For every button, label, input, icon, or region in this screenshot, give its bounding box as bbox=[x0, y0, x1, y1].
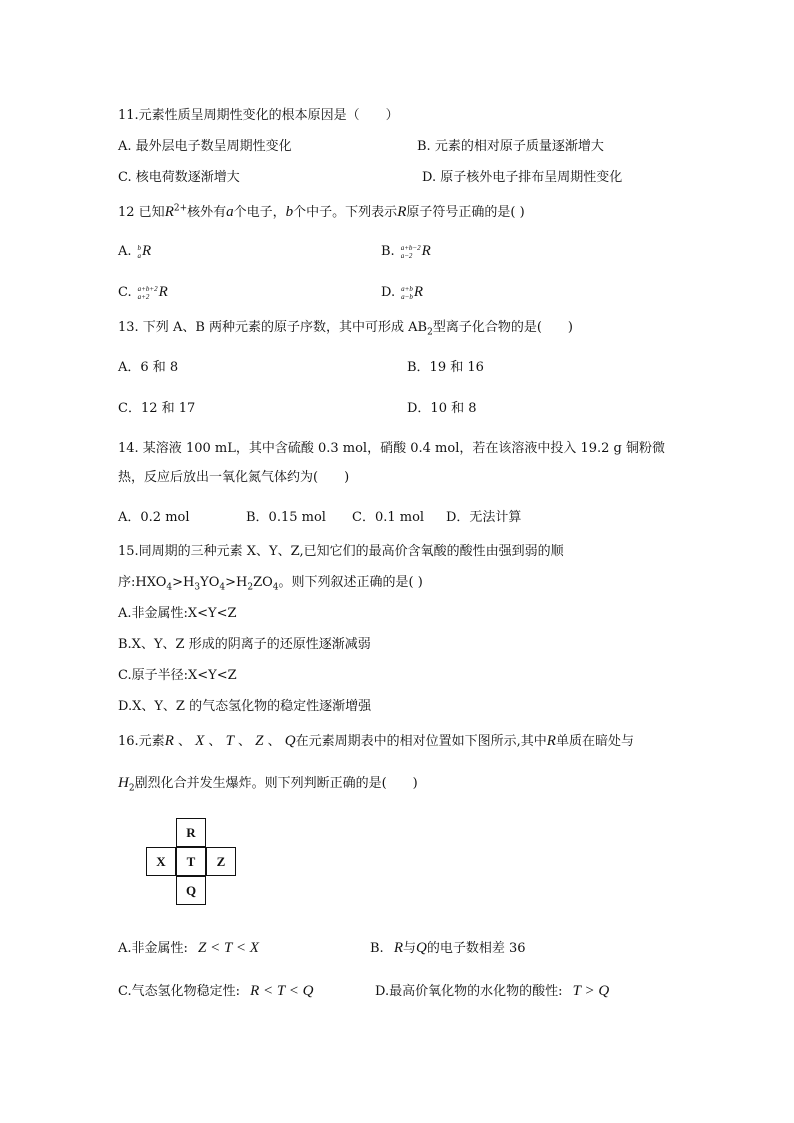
q16-option-d-expr: T > Q bbox=[572, 983, 610, 999]
mass-number: a+b+2 bbox=[137, 284, 158, 293]
q12-option-a bbox=[118, 243, 151, 260]
element-symbol: R bbox=[413, 284, 423, 300]
q16-option-a bbox=[118, 937, 259, 957]
q14-stem-line2: 热，反应后放出一氧化氮气体约为( ) bbox=[118, 470, 350, 485]
mass-number: a+b−2 bbox=[400, 243, 421, 252]
q11-option-a: A. 最外层电子数呈周期性变化 bbox=[118, 139, 292, 154]
q16-option-d bbox=[375, 980, 609, 1000]
q16-text: 在元素周期表中的相对位置如下图所示,其中 bbox=[295, 734, 547, 749]
q12-option-b-label: B. bbox=[381, 244, 395, 259]
q16-stem-line2 bbox=[118, 772, 418, 794]
q12-option-c bbox=[118, 284, 168, 301]
q15-subscript: 4 bbox=[166, 582, 173, 593]
q13-option-c: C．12 和 17 bbox=[118, 401, 196, 416]
element-symbol: R bbox=[158, 284, 168, 300]
q16-option-c-label: C.气态氢化物稳定性: bbox=[118, 984, 240, 999]
var-z: Z bbox=[255, 733, 264, 749]
atomic-number: a bbox=[137, 251, 142, 260]
q12-text-2: 核外有 bbox=[187, 205, 227, 220]
q13-stem-text: 13. 下列 A、B 两种元素的原子序数，其中可形成 AB bbox=[118, 320, 428, 335]
q14-option-b: B．0.15 mol bbox=[246, 510, 326, 525]
q14-option-a: A．0.2 mol bbox=[118, 510, 190, 525]
mass-number: a+b bbox=[401, 284, 413, 293]
q16-option-b-label: B. bbox=[370, 941, 384, 956]
q15-stem-line2 bbox=[118, 571, 423, 593]
q14-option-c: C．0.1 mol bbox=[352, 510, 425, 525]
q13-subscript: 2 bbox=[427, 327, 433, 338]
q13-stem bbox=[118, 316, 573, 338]
q15-formula-part: ZO bbox=[253, 575, 273, 590]
q15-subscript: 4 bbox=[272, 582, 279, 593]
atomic-number: a−b bbox=[401, 292, 413, 301]
q15-formula-part: YO bbox=[200, 575, 220, 590]
q15-formula-part: 序:HXO bbox=[118, 575, 167, 590]
q16-option-a-expr: Z < T < X bbox=[198, 940, 259, 956]
q15-option-c: C.原子半径:X<Y<Z bbox=[118, 668, 237, 683]
q12-option-a-nuclide bbox=[138, 244, 142, 260]
q16-option-b-text: 的电子数相差 36 bbox=[426, 941, 526, 956]
q15-subscript: 3 bbox=[194, 582, 201, 593]
var-x: X bbox=[195, 733, 205, 749]
q11-option-d: D. 原子核外电子排布呈周期性变化 bbox=[422, 170, 623, 185]
q12-var-b: b bbox=[285, 204, 294, 220]
var-r: R bbox=[546, 733, 556, 749]
q16-option-b bbox=[370, 937, 526, 957]
q12-option-d-label: D. bbox=[381, 285, 396, 300]
q15-stem-tail: 。则下列叙述正确的是( ) bbox=[278, 575, 423, 590]
mass-number: b bbox=[137, 243, 142, 252]
q15-option-b: B.X、Y、Z 形成的阴离子的还原性逐渐减弱 bbox=[118, 637, 371, 652]
q15-stem-line1: 15.同周期的三种元素 X、Y、Z,已知它们的最高价含氧酸的酸性由强到弱的顺 bbox=[118, 544, 564, 559]
cell-top: R bbox=[176, 818, 206, 847]
q12-option-b-nuclide bbox=[401, 244, 421, 260]
q12-text-5: 原子符号正确的是( ) bbox=[406, 205, 525, 220]
hydrogen-symbol: H bbox=[118, 775, 129, 791]
q16-option-b-text: 与 bbox=[403, 941, 417, 956]
q15-formula-part: >H bbox=[225, 575, 248, 590]
q12-option-c-nuclide bbox=[138, 285, 158, 301]
q13-stem-tail: 型离子化合物的是( ) bbox=[432, 320, 573, 335]
q12-ion-symbol: R bbox=[164, 204, 174, 220]
q11-option-c: C. 核电荷数逐渐增大 bbox=[118, 170, 240, 185]
q11-option-b: B. 元素的相对原子质量逐渐增大 bbox=[417, 139, 604, 154]
var-q: Q bbox=[416, 940, 427, 956]
separator: 、 bbox=[263, 734, 285, 749]
q16-option-d-label: D.最高价氧化物的水化物的酸性: bbox=[375, 984, 563, 999]
var-q: Q bbox=[284, 733, 296, 749]
element-symbol: R bbox=[421, 243, 431, 259]
q16-option-c-expr: R < T < Q bbox=[250, 983, 314, 999]
q12-option-d bbox=[381, 284, 423, 301]
cell-center: T bbox=[176, 847, 206, 876]
element-symbol: R bbox=[142, 243, 152, 259]
cell-left: X bbox=[146, 847, 176, 876]
periodic-position-diagram bbox=[145, 818, 237, 908]
q12-text-4: 个中子。下列表示 bbox=[293, 205, 398, 220]
q16-option-a-label: A.非金属性: bbox=[118, 941, 188, 956]
q15-subscript: 4 bbox=[219, 582, 226, 593]
q16-text: 剧烈化合并发生爆炸。则下列判断正确的是( ) bbox=[134, 776, 418, 791]
q12-var-r: R bbox=[397, 204, 407, 220]
q13-option-d: D．10 和 8 bbox=[407, 401, 477, 416]
q13-option-a: A．6 和 8 bbox=[118, 360, 179, 375]
q12-option-c-label: C. bbox=[118, 285, 132, 300]
q12-option-b bbox=[381, 243, 431, 260]
q14-stem-line1: 14. 某溶液 100 mL，其中含硫酸 0.3 mol，硝酸 0.4 mol，若在该溶液中投入 19.2 g 铜粉微 bbox=[118, 441, 666, 456]
atomic-number: a+2 bbox=[137, 292, 150, 301]
q15-formula-part: >H bbox=[172, 575, 195, 590]
q16-text: 单质在暗处与 bbox=[555, 734, 634, 749]
q16-text: 16.元素 bbox=[118, 734, 165, 749]
cell-bottom: Q bbox=[176, 876, 206, 905]
atomic-number: a−2 bbox=[400, 251, 413, 260]
q12-text-1: 12 已知 bbox=[118, 205, 165, 220]
separator: 、 bbox=[173, 734, 196, 749]
q12-option-a-label: A. bbox=[118, 244, 132, 259]
q11-stem: 11.元素性质呈周期性变化的根本原因是（ ） bbox=[118, 108, 399, 123]
q12-text-3: 个电子， bbox=[233, 205, 286, 220]
q16-subscript: 2 bbox=[128, 783, 135, 794]
q12-ion-charge: 2+ bbox=[173, 203, 188, 214]
q16-option-c bbox=[118, 980, 313, 1000]
q15-option-a: A.非金属性:X<Y<Z bbox=[118, 606, 237, 621]
var-r: R bbox=[393, 940, 403, 956]
q15-option-d: D.X、Y、Z 的气态氢化物的稳定性逐渐增强 bbox=[118, 699, 372, 714]
cell-right: Z bbox=[206, 847, 236, 876]
var-r: R bbox=[164, 733, 174, 749]
separator: 、 bbox=[233, 734, 256, 749]
q12-stem bbox=[118, 201, 525, 221]
separator: 、 bbox=[204, 734, 226, 749]
q14-option-d: D．无法计算 bbox=[446, 510, 522, 525]
q13-option-b: B．19 和 16 bbox=[407, 360, 484, 375]
q16-stem-line1 bbox=[118, 730, 634, 750]
q15-subscript: 2 bbox=[247, 582, 254, 593]
q12-option-d-nuclide bbox=[401, 285, 413, 301]
q12-var-a: a bbox=[226, 204, 234, 220]
var-t: T bbox=[225, 733, 234, 749]
